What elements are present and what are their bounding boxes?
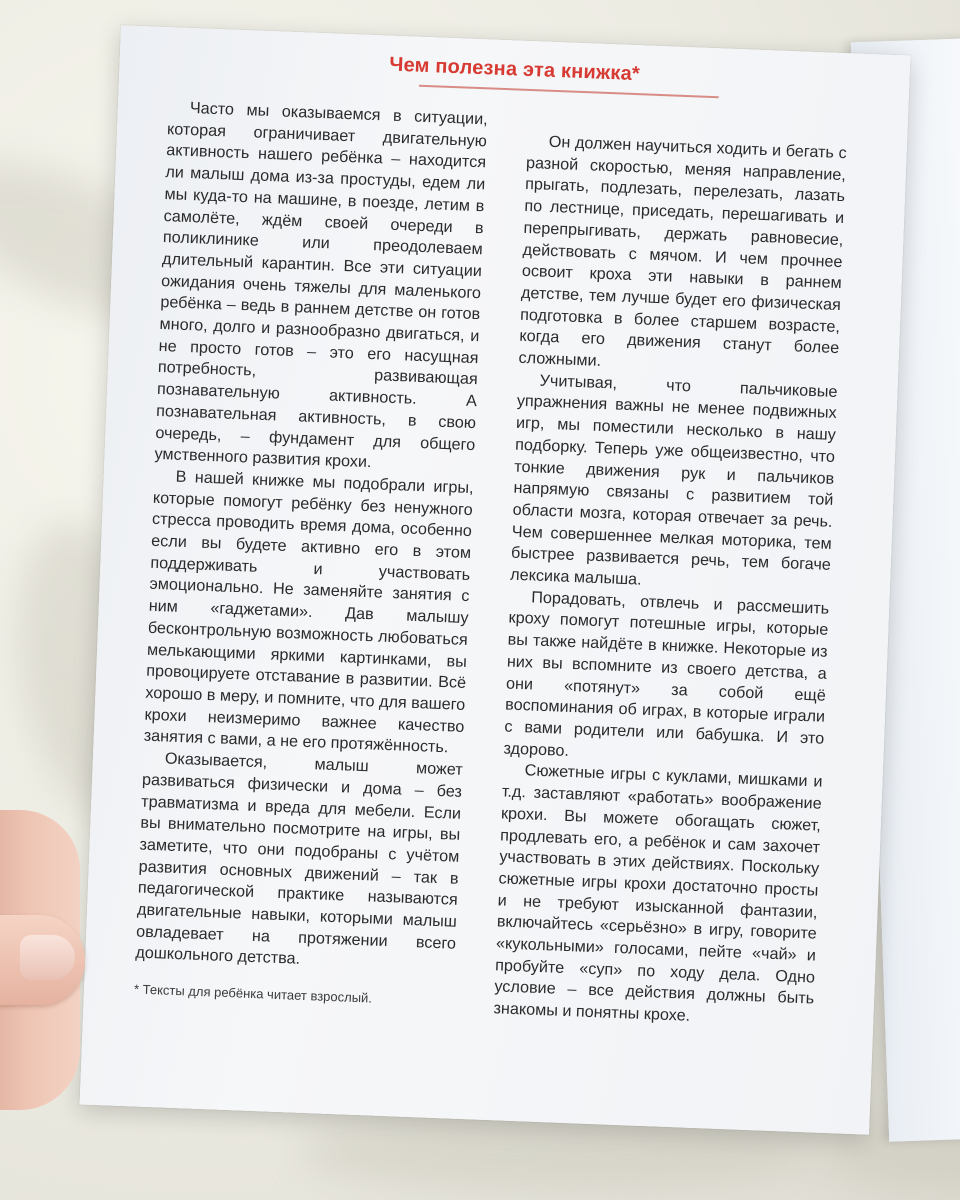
paragraph: Он должен научиться ходить и бегать с разной скоростью, меняя направление, прыгать, подлезать, перелезать, лазать по лестнице, приседать, перешагивать и перепрыгивать, держать равновесие, действовать с мячом. И чем прочнее освоит кроха эти навыки в раннем детстве, тем лучше будет его физическая подготовка в более старшем возрасте, когда его движения станут более сложными.	[518, 132, 847, 370]
page-title: Чем полезна эта книжка*	[388, 53, 641, 86]
paragraph: В нашей книжке мы подобрали игры, которые помогут ребёнку без ненужного стресса проводить время дома, особенно если вы будете активно его в этом поддерживать и участвовать эмоционально. Не заменяйте занятия с ним «гаджетами». Дав малышу бесконтрольную возможность любоваться мелькающими яркими картинками, вы провоцируете отставание в развитии. Всё хорошо в меру, и помните, что для вашего крохи неизмеримо важнее качество занятия с вами, а не его протяжённость.	[143, 467, 474, 757]
paragraph: Оказывается, малыш может развиваться физически и дома – без травматизма и вреда для мебели. Если вы внимательно посмотрите на игры, вы заметите, что они подобраны с учётом развития основных движений – так в педагогической практике называются двигательные навыки, которыми малыш овладевает на протяжении всего дошкольного детства.	[135, 749, 464, 969]
paragraph: Сюжетные игры с куклами, мишками и т.д. заставляют «работать» воображение крохи. Вы можете обогащать сюжет, продлевать его, а ребёнок и сам захочет участвовать в этих действиях. Поскольку сюжетные игры крохи достаточно просты и не требуют изысканной фантазии, включайтесь «серьёзно» в игру, говорите «кукольными» голосами, пейте «чай» и пробуйте «суп» по ходу дела. Одно условие – все действия должны быть знакомы и понятны крохе.	[493, 761, 823, 1025]
paragraph: Порадовать, отвлечь и рассмешить кроху помогут потешные игры, которые вы также найдёте в книжке. Некоторые из них вы вспомните из своего детства, а они «потянут» за собой ещё воспоминания об играх, в которые играли с вами родители или бабушка. И это здорово.	[503, 588, 830, 760]
paragraph: Учитывая, что пальчиковые упражнения важны не менее подвижных игр, мы поместили несколько в нашу подборку. Теперь уже общеизвестно, что тонкие движения рук и пальчиков напрямую связаны с развитием той области мозга, которая отвечает за речь. Чем совершеннее мелкая моторика, тем быстрее развивается речь, тем богаче лексика малыша.	[509, 371, 838, 589]
paragraph: Часто мы оказываемся в ситуации, которая ограничивает двигательную активность нашего ребёнка – находится ли малыш дома из-за простуды, едем ли мы куда-то на машине, в поезде, летим в самолёте, ждём своей очереди в поликлинике или преодолеваем длительный карантин. Все эти ситуации ожидания очень тяжелы для маленького ребёнка – ведь в раннем детстве он готов много, долго и разнообразно двигаться, и не просто готов – это его насущная потребность, развивающая познавательную активность. А познавательная активность, в свою очередь, – фундамент для общего умственного развития крохи.	[154, 98, 489, 472]
footnote: * Тексты для ребёнка читает взрослый.	[133, 981, 373, 1006]
thumbnail-nail	[20, 935, 75, 980]
right-column	[493, 131, 847, 1032]
left-column	[135, 97, 488, 977]
book-page	[80, 25, 911, 1135]
